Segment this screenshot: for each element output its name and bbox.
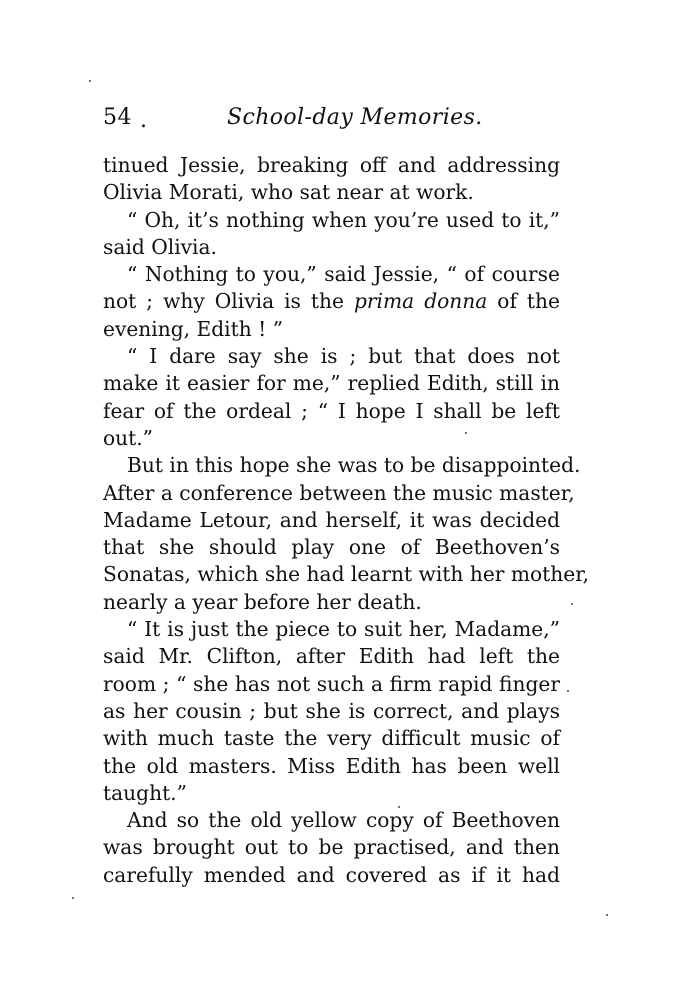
text-line: “ Oh, it’s nothing when you’re used to it,” xyxy=(127,207,560,232)
text-line: “ Nothing to you,” said Jessie, “ of course xyxy=(127,262,560,287)
text-line: out.” xyxy=(103,425,154,450)
text-line: nearly a year before her death. xyxy=(103,589,422,614)
text-line: with much taste the very difficult music of xyxy=(103,726,560,751)
text-line: the old masters. Miss Edith has been well xyxy=(103,753,560,778)
text-line: Sonatas, which she had learnt with her mother, xyxy=(103,562,590,587)
text-line: that she should play one of Beethoven’s xyxy=(103,535,560,560)
print-speck xyxy=(567,690,569,692)
body-text xyxy=(103,152,590,889)
print-speck xyxy=(465,432,467,434)
print-speck xyxy=(89,80,91,82)
text-line: Madame Letour, and herself, it was decided xyxy=(103,507,560,532)
text-line: After a conference between the music master, xyxy=(103,480,575,505)
text-line: make it easier for me,” replied Edith, still in xyxy=(103,371,560,396)
text-line: fear of the ordeal ; “ I hope I shall be left xyxy=(103,398,560,423)
text-line: carefully mended and covered as if it had xyxy=(103,862,560,887)
text-line: tinued Jessie, breaking off and addressing xyxy=(103,153,560,177)
text-line: “ I dare say she is ; but that does not xyxy=(127,344,560,369)
print-speck xyxy=(72,897,74,899)
running-head xyxy=(103,105,560,139)
running-head-dot: . xyxy=(140,108,147,133)
text-segment: not ; why Olivia is the xyxy=(103,289,354,314)
book-title: School-day Memories. xyxy=(227,105,483,130)
print-speck xyxy=(398,806,400,808)
text-line xyxy=(103,288,560,315)
text-line: “ It is just the piece to suit her, Madame,” xyxy=(127,617,560,642)
text-line: evening, Edith ! ” xyxy=(103,316,284,341)
text-line: And so the old yellow copy of Beethoven xyxy=(127,808,560,833)
print-speck xyxy=(571,603,573,605)
text-line: taught.” xyxy=(103,780,187,805)
text-line: But in this hope she was to be disappointed. xyxy=(127,453,581,478)
text-segment: of the xyxy=(487,289,560,314)
text-line: Olivia Morati, who sat near at work. xyxy=(103,180,474,205)
text-line: said Olivia. xyxy=(103,234,217,259)
page-number: 54 xyxy=(103,105,132,130)
text-line: room ; “ she has not such a firm rapid finger xyxy=(103,671,560,696)
text-line: was brought out to be practised, and then xyxy=(103,835,560,860)
italic-phrase: prima donna xyxy=(353,289,488,314)
text-line: said Mr. Clifton, after Edith had left the xyxy=(103,644,560,669)
text-line: as her cousin ; but she is correct, and plays xyxy=(103,698,560,723)
print-speck xyxy=(606,914,608,916)
